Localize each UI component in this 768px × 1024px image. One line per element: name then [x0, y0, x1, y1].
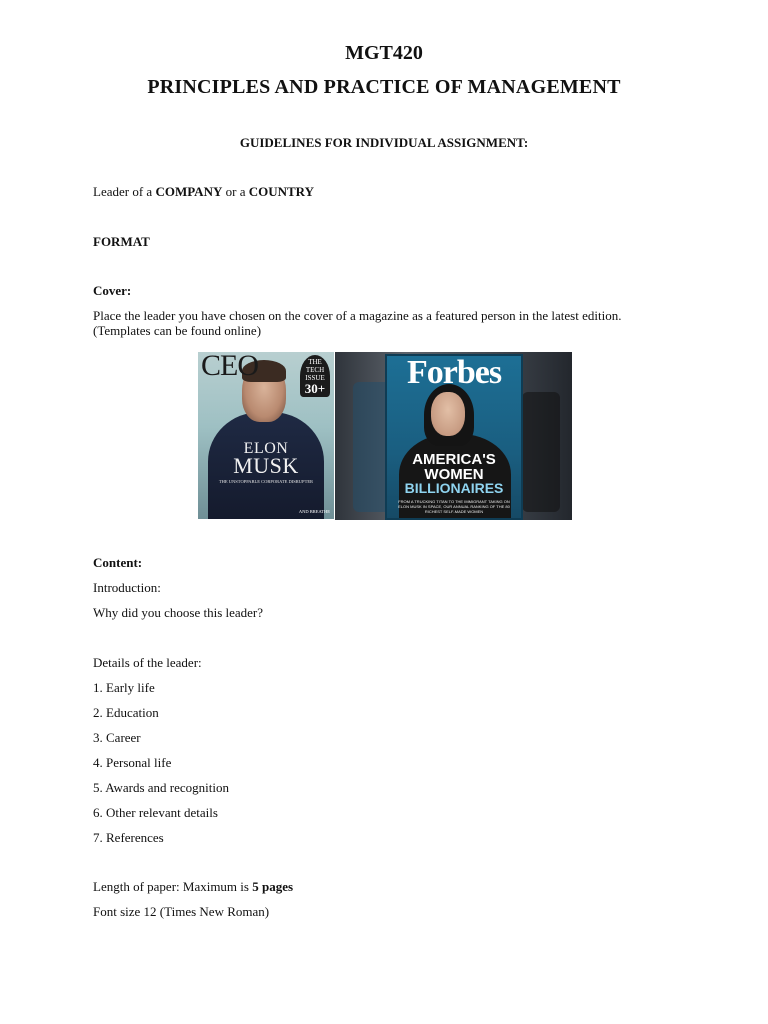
ceo-cover-first-name: ELON — [243, 440, 289, 457]
list-item: 4. Personal life — [93, 755, 172, 770]
list-item: 7. References — [93, 830, 164, 845]
topic-country: COUNTRY — [248, 184, 314, 199]
forbes-headline-3: BILLIONAIRES — [404, 480, 504, 496]
forbes-cover — [385, 354, 523, 520]
list-item: 2. Education — [93, 705, 159, 720]
course-title: PRINCIPLES AND PRACTICE OF MANAGEMENT — [147, 76, 621, 98]
list-item: 5. Awards and recognition — [93, 780, 229, 795]
ceo-cover-tagline: THE UNSTOPPABLE CORPORATE DISRUPTER — [218, 479, 314, 484]
topic-middle: or a — [222, 184, 249, 199]
list-item: 6. Other relevant details — [93, 805, 218, 820]
guidelines-title: GUIDELINES FOR INDIVIDUAL ASSIGNMENT: — [239, 135, 529, 150]
forbes-background-blur-right — [522, 392, 560, 512]
introduction-label: Introduction: — [93, 580, 161, 595]
ceo-issue-badge — [300, 355, 330, 397]
content-heading: Content: — [93, 555, 143, 570]
length-prefix: Length of paper: Maximum is — [93, 879, 253, 894]
list-item: 3. Career — [93, 730, 141, 745]
forbes-headline-1: AMERICA'S — [412, 451, 496, 468]
cover-instruction: Place the leader you have chosen on the cover of a magazine as a featured person in the latest edition. — [93, 308, 622, 323]
forbes-cover-face — [431, 392, 465, 436]
course-code: MGT420 — [345, 42, 423, 64]
details-heading: Details of the leader: — [93, 655, 202, 670]
forbes-logo: Forbes — [406, 354, 502, 391]
font-requirement: Font size 12 (Times New Roman) — [93, 904, 270, 919]
forbes-magazine-cover-image — [335, 352, 572, 520]
list-item: 1. Early life — [93, 680, 155, 695]
cover-heading: Cover: — [93, 283, 132, 298]
topic-company: COMPANY — [155, 184, 223, 199]
topic-prefix: Leader of a — [93, 184, 156, 199]
ceo-logo: CEO — [201, 352, 258, 382]
forbes-headline-2: WOMEN — [424, 466, 484, 483]
forbes-subtext: FROM A TRUCKING TITAN TO THE IMMIGRANT TAKING ON ELON MUSK IN SPACE, OUR ANNUAL RANKING OF THE 80 RICHEST SELF-MADE WOMEN — [398, 499, 510, 514]
length-requirement — [93, 879, 293, 895]
ceo-badge-label: THE TECH ISSUE — [305, 358, 325, 382]
topic-line — [93, 184, 314, 200]
cover-templates-note: (Templates can be found online) — [93, 323, 262, 338]
ceo-cover-corner-text: AND BREATHE — [298, 509, 330, 514]
ceo-magazine-cover-image — [198, 352, 334, 519]
ceo-badge-number: 30+ — [304, 381, 326, 396]
ceo-cover-last-name: MUSK — [233, 453, 299, 478]
format-heading: FORMAT — [93, 234, 150, 249]
why-question: Why did you choose this leader? — [93, 605, 264, 620]
length-value: 5 pages — [252, 879, 294, 894]
